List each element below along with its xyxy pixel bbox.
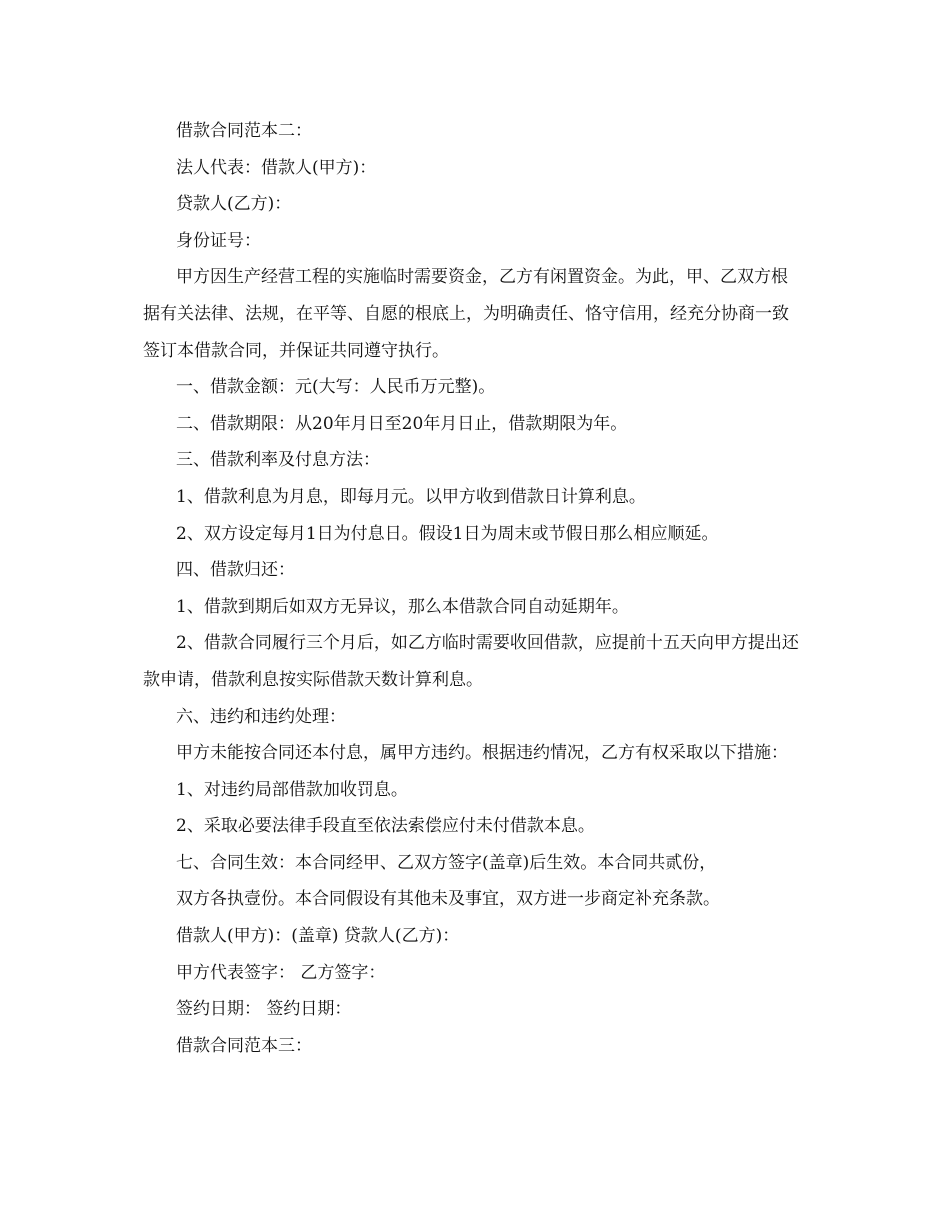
section-heading: 借款合同范本二： [176,121,312,141]
clause-repayment-heading: 四、借款归还： [176,560,295,581]
next-section-heading: 借款合同范本三： [176,1035,312,1056]
clause-effect-line-1: 七、合同生效：本合同经甲、乙双方签字(盖章)后生效。本合同共贰份， [176,852,717,873]
clause-breach-heading: 六、违约和违约处理： [176,706,346,727]
signature-representatives-line: 甲方代表签字： 乙方签字： [176,962,386,983]
clause-effect-line-2: 双方各执壹份。本合同假设有其他未及事宜，双方进一步商定补充条款。 [176,889,720,910]
clause-breach-paragraph: 甲方未能按合同还本付息，属甲方违约。根据违约情况，乙方有权采取以下措施： [176,743,788,764]
preamble-paragraph: 甲方因生产经营工程的实施临时需要资金，乙方有闲置资金。为此，甲、乙双方根据有关法律、法规，在平等、自愿的根底上，为明确责任、恪守信用，经充分协商一致签订本借款合同，并保证共同遵守执行。 [143,267,789,361]
legal-representative-line: 法人代表：借款人(甲方)： [176,157,377,178]
id-number-line: 身份证号： [176,230,261,251]
clause-repayment-item-2: 2、借款合同履行三个月后，如乙方临时需要收回借款，应提前十五天向甲方提出还款申请，借款利息按实际借款天数计算利息。 [143,633,799,690]
lender-line: 贷款人(乙方)： [176,194,292,215]
clause-interest-item-1: 1、借款利息为月息，即每月元。以甲方收到借款日计算利息。 [176,486,646,507]
signature-dates-line: 签约日期： 签约日期： [176,999,352,1020]
clause-amount: 一、借款金额：元(大写：人民币万元整)。 [176,377,496,398]
clause-repayment-item-1: 1、借款到期后如双方无异议，那么本借款合同自动延期年。 [176,596,629,617]
clause-breach-item-2: 2、采取必要法律手段直至依法索偿应付未付借款本息。 [176,816,595,837]
clause-term: 二、借款期限：从20年月日至20年月日止，借款期限为年。 [176,413,628,434]
clause-interest-item-2: 2、双方设定每月1日为付息日。假设1日为周末或节假日那么相应顺延。 [176,523,719,544]
clause-breach-item-1: 1、对违约局部借款加收罚息。 [176,779,408,800]
document-body [143,113,803,1064]
signature-parties-line: 借款人(甲方)：(盖章) 贷款人(乙方)： [176,926,460,947]
clause-interest-heading: 三、借款利率及付息方法： [176,450,380,471]
